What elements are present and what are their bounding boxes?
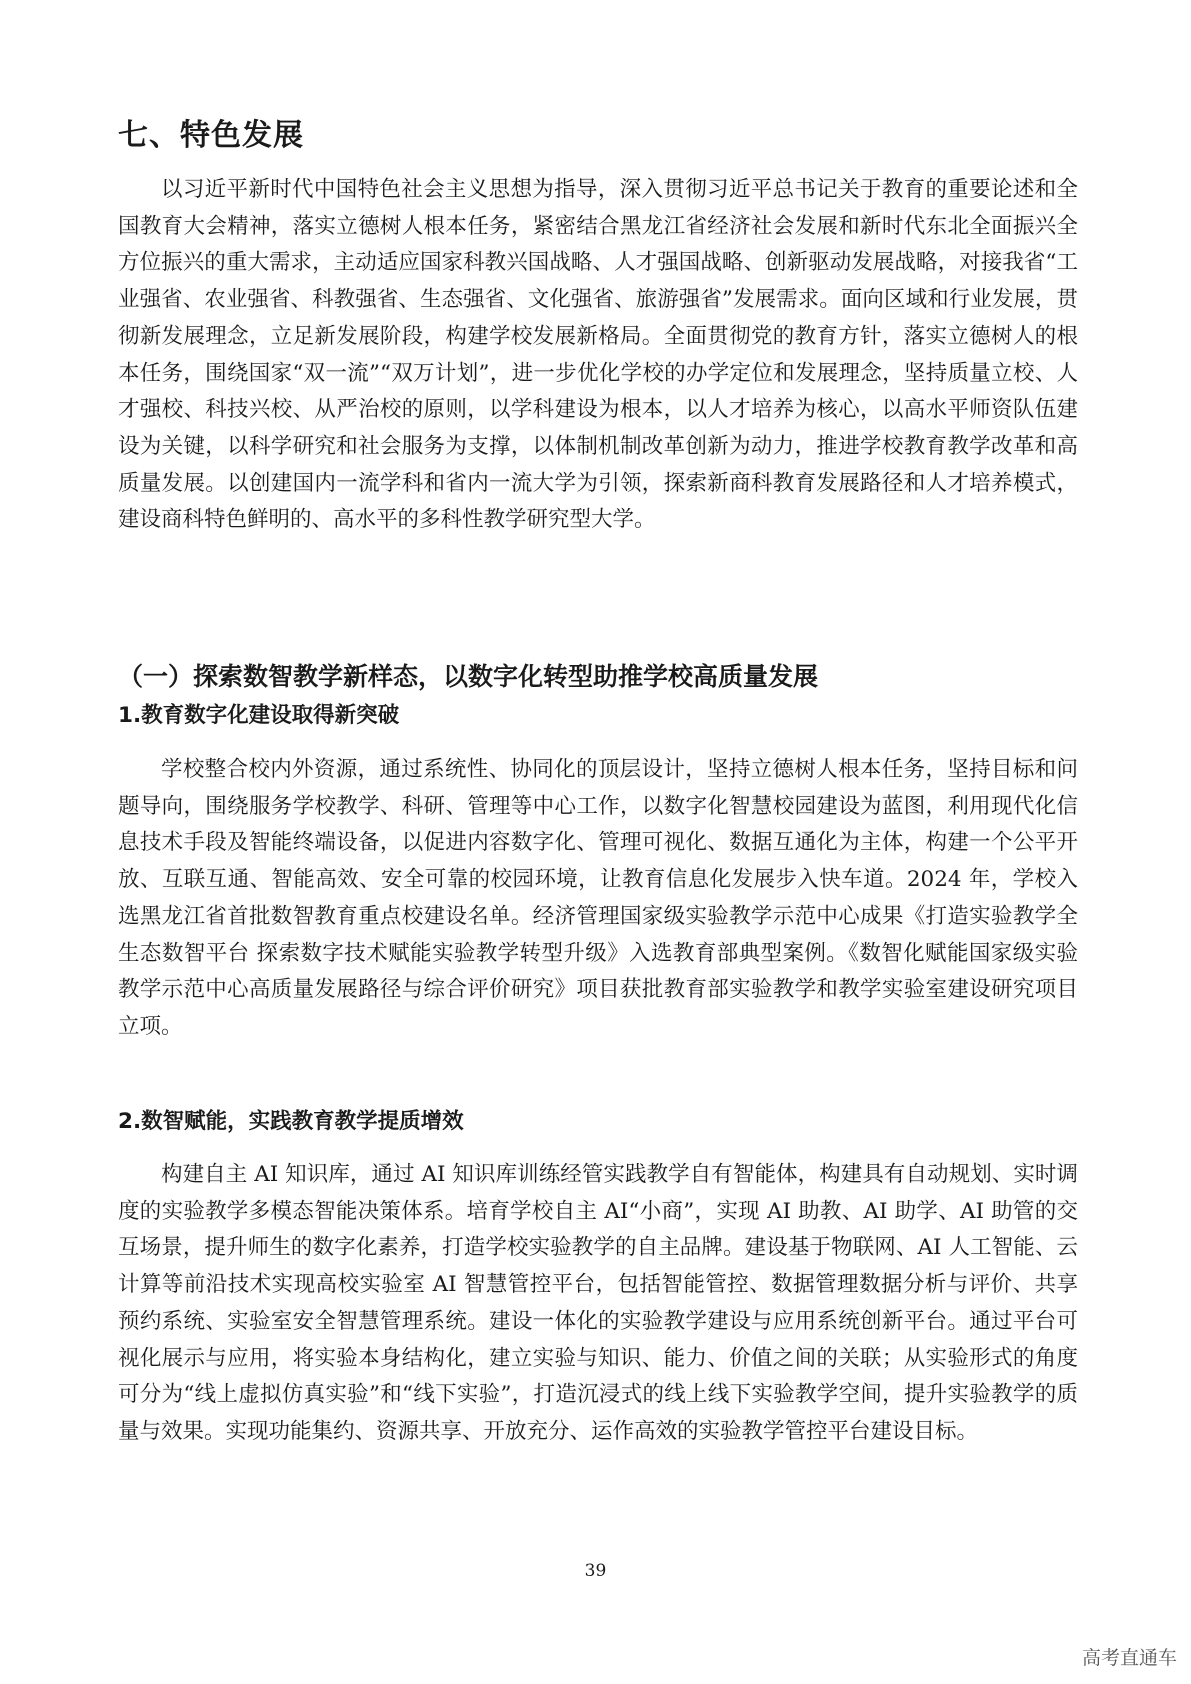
section-title: （一）探索数智教学新样态，以数字化转型助推学校高质量发展 (118, 662, 819, 691)
subsection-1-title: 1.教育数字化建设取得新突破 (118, 703, 400, 728)
intro-paragraph: 以习近平新时代中国特色社会主义思想为指导，深入贯彻习近平总书记关于教育的重要论述和全国教育大会精神，落实立德树人根本任务，紧密结合黑龙江省经济社会发展和新时代东北全面振兴全方位振兴的重大需求，主动适应国家科教兴国战略、人才强国战略、创新驱动发展战略，对接我省“工业强省、农业强省、科教强省、生态强省、文化强省、旅游强省”发展需求。面向区域和行业发展，贯彻新发展理念，立足新发展阶段，构建学校发展新格局。全面贯彻党的教育方针，落实立德树人的根本任务，围绕国家“双一流”“双万计划”，进一步优化学校的办学定位和发展理念，坚持质量立校、人才强校、科技兴校、从严治校的原则，以学科建设为根本，以人才培养为核心，以高水平师资队伍建设为关键，以科学研究和社会服务为支撑，以体制机制改革创新为动力，推进学校教育教学改革和高质量发展。以创建国内一流学科和省内一流大学为引领，探索新商科教育发展路径和人才培养模式，建设商科特色鲜明的、高水平的多科性教学研究型大学。 (118, 177, 1078, 533)
subsection-2-paragraph: 构建自主 AI 知识库，通过 AI 知识库训练经管实践教学自有智能体，构建具有自动规划、实时调度的实验教学多模态智能决策体系。培育学校自主 AI“小商”，实现 AI 助教、AI 助学、AI 助管的交互场景，提升师生的数字化素养，打造学校实验教学的自主品牌。建设基于物联网、AI 人工智能、云计算等前沿技术实现高校实验室 AI 智慧管控平台，包括智能管控、数据管理数据分析与评价、共享预约系统、实验室安全智慧管理系统。建设一体化的实验教学建设与应用系统创新平台。通过平台可视化展示与应用，将实验本身结构化，建立实验与知识、能力、价值之间的关联；从实验形式的角度可分为“线上虚拟仿真实验”和“线下实验”，打造沉浸式的线上线下实验教学空间，提升实验教学的质量与效果。实现功能集约、资源共享、开放充分、运作高效的实验教学管控平台建设目标。 (118, 1162, 1078, 1444)
watermark-text: 高考直通车 (1081, 1647, 1177, 1669)
subsection-1-paragraph: 学校整合校内外资源，通过系统性、协同化的顶层设计，坚持立德树人根本任务，坚持目标和问题导向，围绕服务学校教学、科研、管理等中心工作，以数字化智慧校园建设为蓝图，利用现代化信息技术手段及智能终端设备，以促进内容数字化、管理可视化、数据互通化为主体，构建一个公平开放、互联互通、智能高效、安全可靠的校园环境，让教育信息化发展步入快车道。2024 年，学校入选黑龙江省首批数智教育重点校建设名单。经济管理国家级实验教学示范中心成果《打造实验教学全生态数智平台 探索数字技术赋能实验教学转型升级》入选教育部典型案例。《数智化赋能国家级实验教学示范中心高质量发展路径与综合评价研究》项目获批教育部实验教学和教学实验室建设研究项目立项。 (118, 757, 1078, 1039)
page-number: 39 (584, 1561, 607, 1581)
chapter-title: 七、特色发展 (118, 118, 304, 153)
subsection-2-title: 2.数智赋能，实践教育教学提质增效 (118, 1109, 464, 1134)
